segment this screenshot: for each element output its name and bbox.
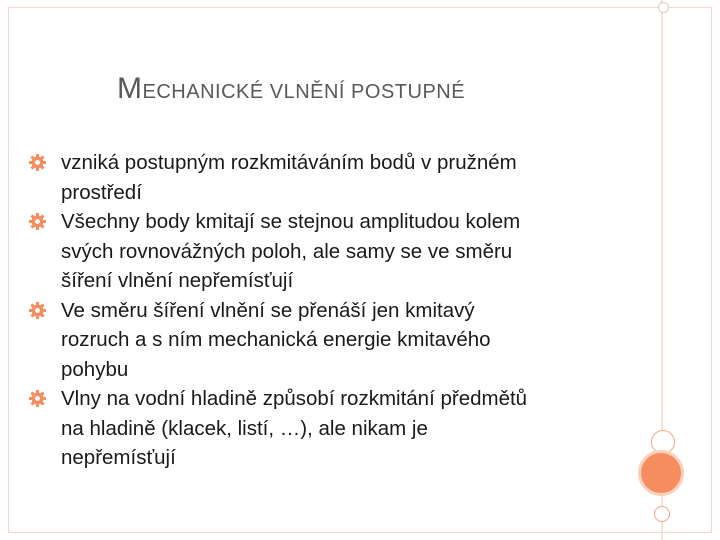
bullet-line: prostředí [61, 180, 142, 204]
title-first-letter: M [117, 72, 143, 105]
decorative-circle-bottom [654, 506, 670, 522]
bullet-line: Vlny na vodní hladině způsobí rozkmitání předmětů [61, 387, 528, 410]
decorative-circle-large [638, 450, 684, 496]
bullet-line: nepřemísťují [61, 446, 176, 469]
bullet-list [28, 148, 628, 473]
bullet-item [28, 296, 628, 385]
bullet-item [28, 148, 628, 207]
gear-icon [28, 212, 47, 231]
gear-icon [28, 389, 47, 408]
bullet-line: svých rovnovážných poloh, ale samy se ve směru [61, 239, 513, 263]
bullet-line: pohybu [61, 357, 129, 381]
bullet-item [28, 207, 628, 296]
bullet-line: Ve směru šíření vlnění se přenáší jen kmitavý [61, 298, 475, 322]
bullet-line: šíření vlnění nepřemísťují [61, 269, 294, 292]
bullet-line: vzniká postupným rozkmitáváním bodů v pružném [61, 151, 517, 174]
bullet-line: na hladině (klacek, listí, …), ale nikam je [61, 416, 428, 440]
gear-icon [28, 301, 47, 320]
title-rest: ECHANICKÉ VLNĚNÍ POSTUPNÉ [142, 81, 466, 103]
slide-title [117, 72, 465, 106]
bullet-line: rozruch a s ním mechanická energie kmitavého [61, 328, 491, 351]
gear-icon [28, 153, 47, 172]
decorative-circle-top [658, 2, 669, 13]
bullet-line: Všechny body kmitají se stejnou amplitudou kolem [61, 210, 521, 233]
bullet-item [28, 384, 628, 473]
